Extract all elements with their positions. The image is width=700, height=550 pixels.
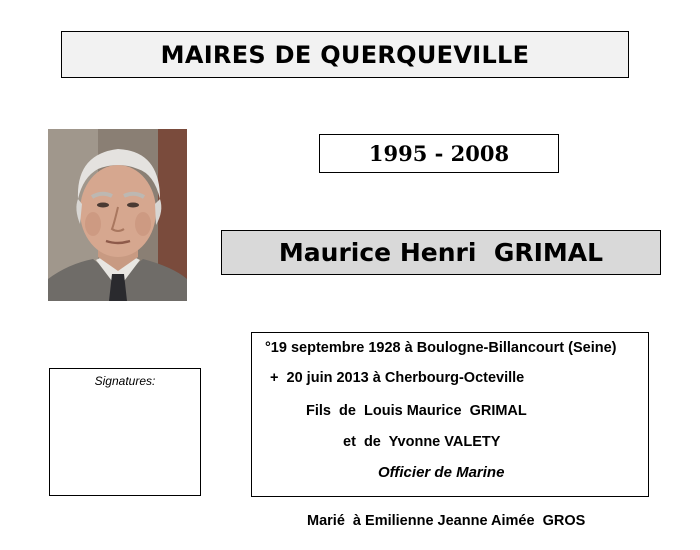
profession-line: Officier de Marine [378, 464, 505, 481]
death-line: + 20 juin 2013 à Cherbourg-Octeville [270, 370, 525, 386]
signature-label: Signatures: [94, 374, 156, 388]
mayor-portrait [48, 129, 187, 301]
portrait-icon [48, 129, 187, 301]
marriage-line: Marié à Emilienne Jeanne Aimée GROS [307, 513, 586, 529]
term-years [319, 134, 559, 173]
signature-box [49, 368, 201, 496]
term-years-text: 1995 - 2008 [368, 141, 510, 166]
mother-line: et de Yvonne VALETY [343, 434, 501, 450]
biography-box [251, 332, 649, 497]
page-title [61, 31, 629, 78]
father-line: Fils de Louis Maurice GRIMAL [306, 403, 527, 419]
mayor-name [221, 230, 661, 275]
page-title-text: MAIRES DE QUERQUEVILLE [160, 40, 530, 69]
mayor-name-text: Maurice Henri GRIMAL [278, 238, 604, 267]
birth-line: °19 septembre 1928 à Boulogne-Billancourt (Seine) [265, 340, 617, 356]
